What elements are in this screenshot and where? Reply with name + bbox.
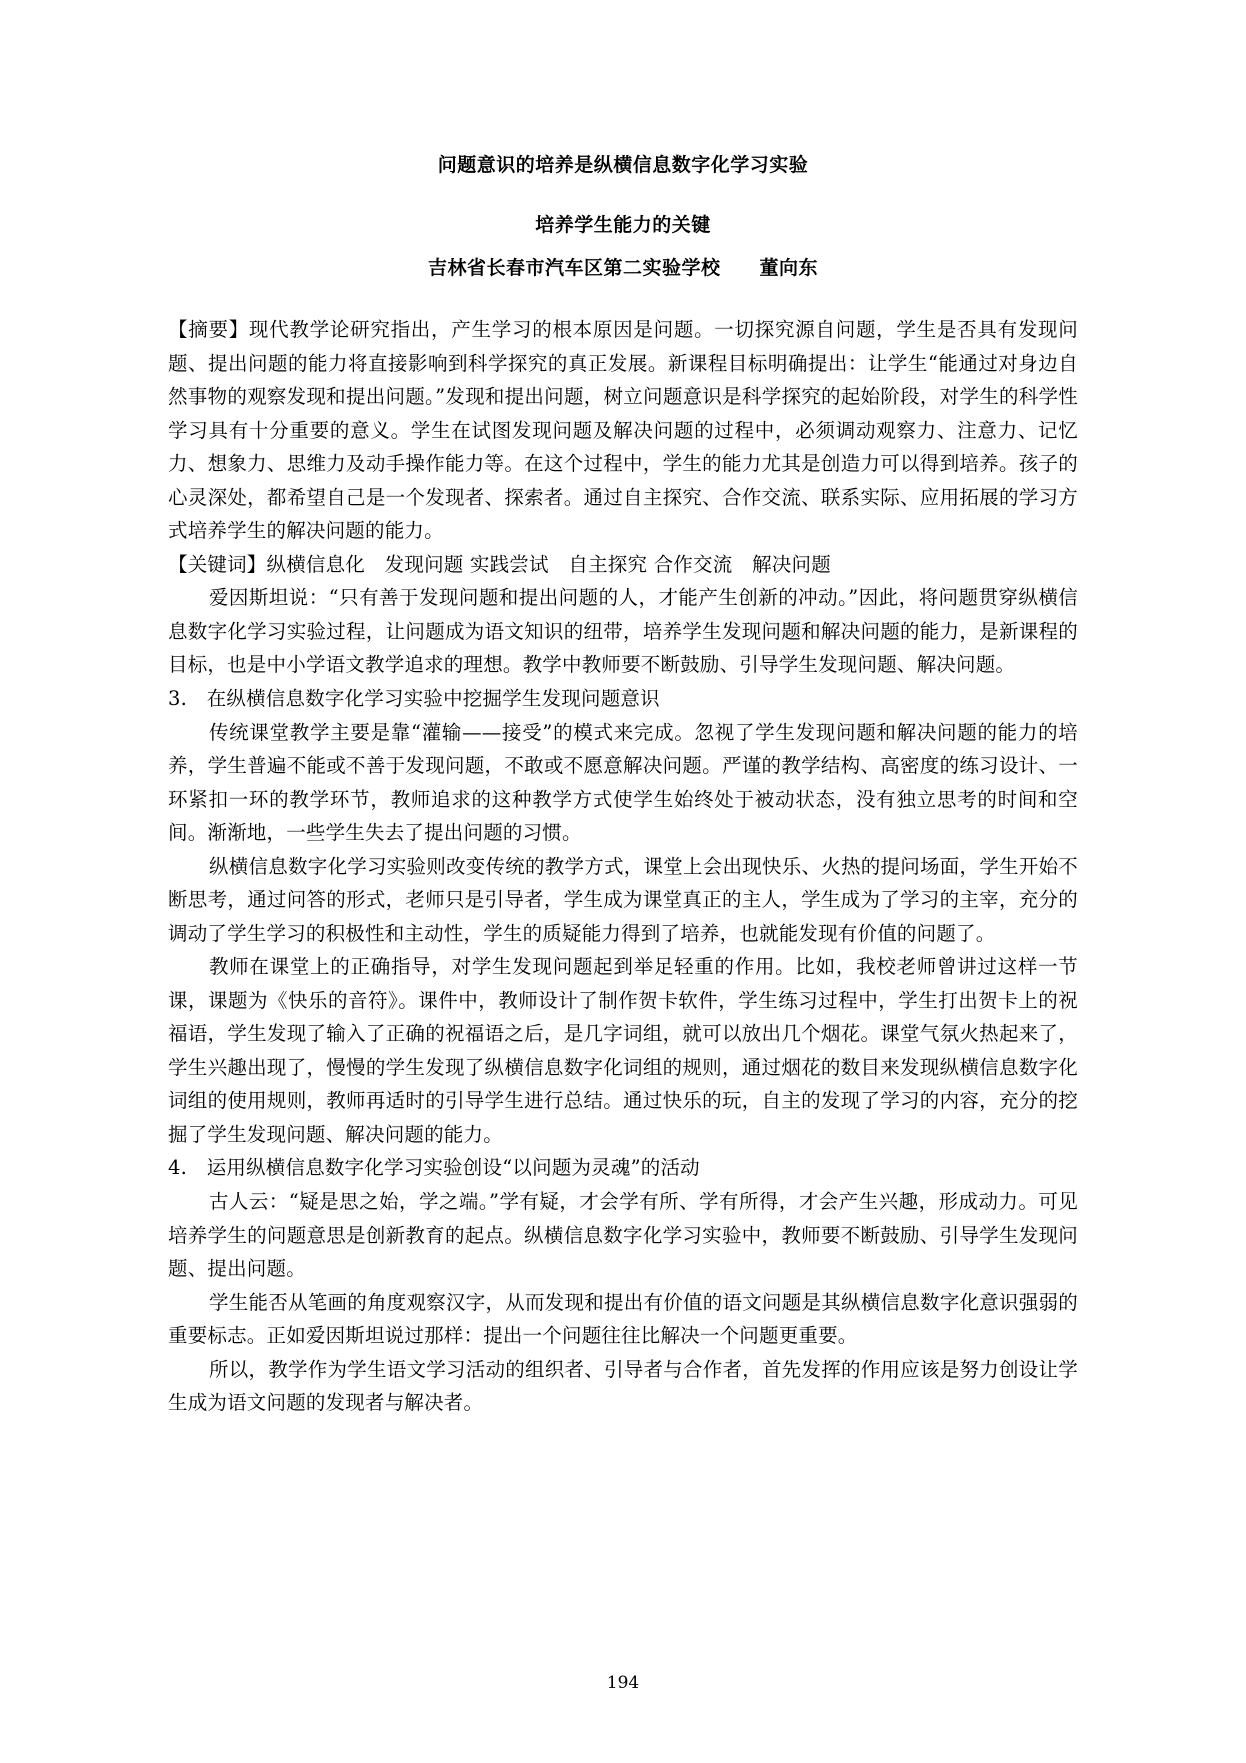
paragraph-abstract: 【摘要】现代教学论研究指出，产生学习的根本原因是问题。一切探究源自问题，学生是否具有发现问题、提出问题的能力将直接影响到科学探究的真正发展。新课程目标明确提出：让学生“能通过对身边自然事物的观察发现和提出问题。”发现和提出问题，树立问题意识是科学探究的起始阶段，对学生的科学性学习具有十分重要的意义。学生在试图发现问题及解决问题的过程中，必须调动观察力、注意力、记忆力、想象力、思维力及动手操作能力等。在这个过程中，学生的能力尤其是创造力可以得到培养。孩子的心灵深处，都希望自己是一个发现者、探索者。通过自主探究、合作交流、联系实际、应用拓展的学习方式培养学生的解决问题的能力。 [168, 318, 1078, 543]
page-title: 问题意识的培养是纵横信息数字化学习实验 [437, 154, 809, 176]
paragraph-einstein-quote: 爱因斯坦说：“只有善于发现问题和提出问题的人，才能产生创新的冲动。”因此，将问题贯穿纵横信息数字化学习实验过程，让问题成为语文知识的纽带，培养学生发现问题和解决问题的能力，是新课程的目标，也是中小学语文教学追求的理想。教学中教师要不断鼓励、引导学生发现问题、解决问题。 [168, 586, 1078, 677]
title-block [168, 150, 1078, 283]
section-heading-3: 3. 在纵横信息数字化学习实验中挖掘学生发现问题意识 [168, 687, 660, 711]
paragraph-stroke-observation: 学生能否从笔画的角度观察汉字，从而发现和提出有价值的语文问题是其纵横信息数字化意识强弱的重要标志。正如爱因斯坦说过那样：提出一个问题往往比解决一个问题更重要。 [168, 1290, 1078, 1348]
paragraph-keywords: 【关键词】纵横信息化 发现问题 实践尝试 自主探究 合作交流 解决问题 [168, 552, 831, 576]
section-heading-4: 4. 运用纵横信息数字化学习实验创设“以问题为灵魂”的活动 [168, 1156, 700, 1180]
page-subtitle: 培养学生能力的关键 [535, 214, 711, 237]
document-body [168, 313, 1078, 1420]
author-affiliation: 吉林省长春市汽车区第二实验学校 董向东 [427, 256, 818, 279]
paragraph-change-method: 纵横信息数字化学习实验则改变传统的教学方式，课堂上会出现快乐、火热的提问场面，学生开始不断思考，通过问答的形式，老师只是引导者，学生成为课堂真正的主人，学生成为了学习的主宰，充分的调动了学生学习的积极性和主动性，学生的质疑能力得到了培养，也就能发现有价值的问题了。 [168, 854, 1078, 945]
paragraph-traditional-teaching: 传统课堂教学主要是靠“灌输——接受”的模式来完成。忽视了学生发现问题和解决问题的能力的培养，学生普遍不能或不善于发现问题，不敢或不愿意解决问题。严谨的教学结构、高密度的练习设计、一环紧扣一环的教学环节，教师追求的这种教学方式使学生始终处于被动状态，没有独立思考的时间和空间。渐渐地，一些学生失去了提出问题的习惯。 [168, 720, 1078, 845]
paragraph-ancient-saying: 古人云：“疑是思之始，学之端。”学有疑，才会学有所、学有所得，才会产生兴趣，形成动力。可见培养学生的问题意思是创新教育的起点。纵横信息数字化学习实验中，教师要不断鼓励、引导学生发现问题、提出问题。 [168, 1189, 1078, 1281]
page-number: 194 [606, 1673, 640, 1693]
paragraph-teacher-guidance: 教师在课堂上的正确指导，对学生发现问题起到举足轻重的作用。比如，我校老师曾讲过这样一节课，课题为《快乐的音符》。课件中，教师设计了制作贺卡软件，学生练习过程中，学生打出贺卡上的祝福语，学生发现了输入了正确的祝福语之后，是几字词组，就可以放出几个烟花。课堂气氛火热起来了，学生兴趣出现了，慢慢的学生发现了纵横信息数字化词组的规则，通过烟花的数目来发现纵横信息数字化词组的使用规则，教师再适时的引导学生进行总结。通过快乐的玩，自主的发现了学习的内容，充分的挖掘了学生发现问题、解决问题的能力。 [168, 955, 1078, 1146]
paragraph-conclusion: 所以，教学作为学生语文学习活动的组织者、引导者与合作者，首先发挥的作用应该是努力创设让学生成为语文问题的发现者与解决者。 [168, 1357, 1078, 1415]
